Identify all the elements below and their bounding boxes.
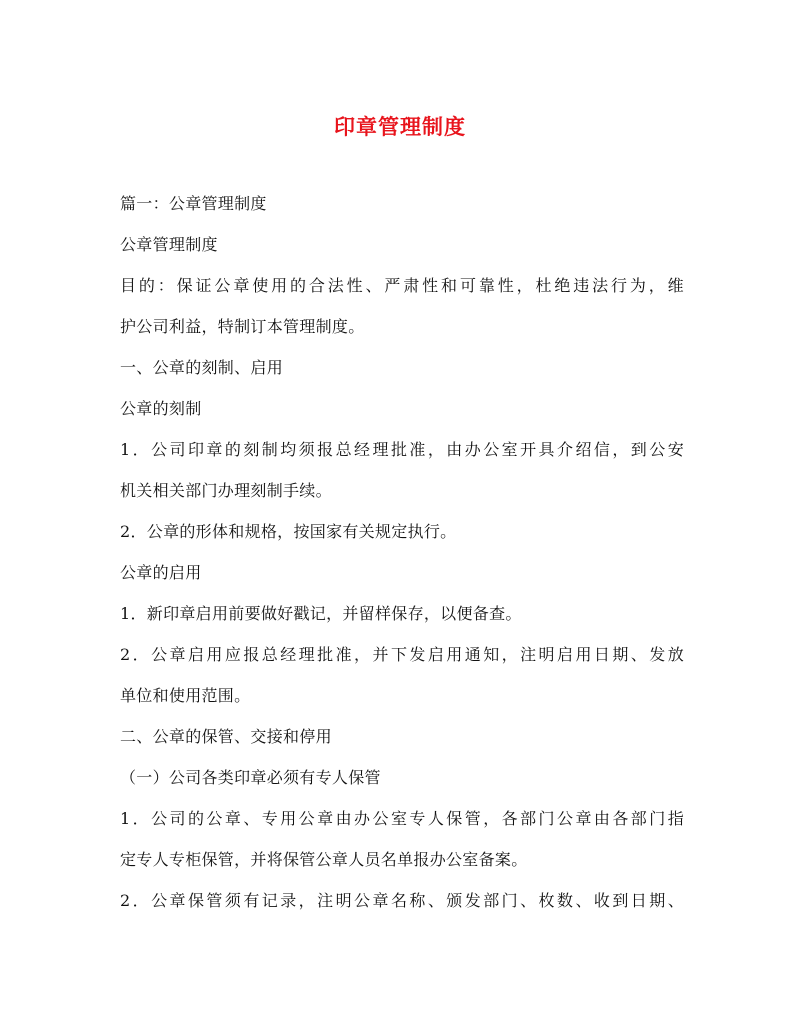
paragraph-line: 定专人专柜保管，并将保管公章人员名单报办公室备案。 (120, 850, 528, 869)
document-body (120, 183, 684, 921)
section-heading: 二、公章的保管、交接和停用 (120, 727, 332, 746)
paragraph-line: 篇一：公章管理制度 (120, 194, 267, 213)
paragraph-line: 单位和使用范围。 (120, 686, 251, 705)
subsection-heading: 公章的启用 (120, 563, 202, 582)
paragraph-line: 公章管理制度 (120, 235, 218, 254)
subsection-heading: 公章的刻制 (120, 399, 202, 418)
paragraph-line: 1．公司的公章、专用公章由办公室专人保管，各部门公章由各部门指 (120, 809, 684, 828)
paragraph-line: 2．公章的形体和规格，按国家有关规定执行。 (120, 522, 457, 541)
document-title: 印章管理制度 (334, 114, 466, 139)
paragraph-line: 2．公章启用应报总经理批准，并下发启用通知，注明启用日期、发放 (120, 645, 684, 664)
paragraph-line: 1．公司印章的刻制均须报总经理批准，由办公室开具介绍信，到公安 (120, 440, 684, 459)
paragraph-line: 1．新印章启用前要做好戳记，并留样保存，以便备查。 (120, 604, 522, 623)
subsection-heading: （一）公司各类印章必须有专人保管 (120, 768, 381, 787)
paragraph-line: 机关相关部门办理刻制手续。 (120, 481, 332, 500)
paragraph-line: 2．公章保管须有记录，注明公章名称、颁发部门、枚数、收到日期、 (120, 891, 684, 910)
paragraph-line: 目的：保证公章使用的合法性、严肃性和可靠性，杜绝违法行为，维 (120, 276, 684, 295)
section-heading: 一、公章的刻制、启用 (120, 358, 284, 377)
paragraph-line: 护公司利益，特制订本管理制度。 (120, 317, 365, 336)
